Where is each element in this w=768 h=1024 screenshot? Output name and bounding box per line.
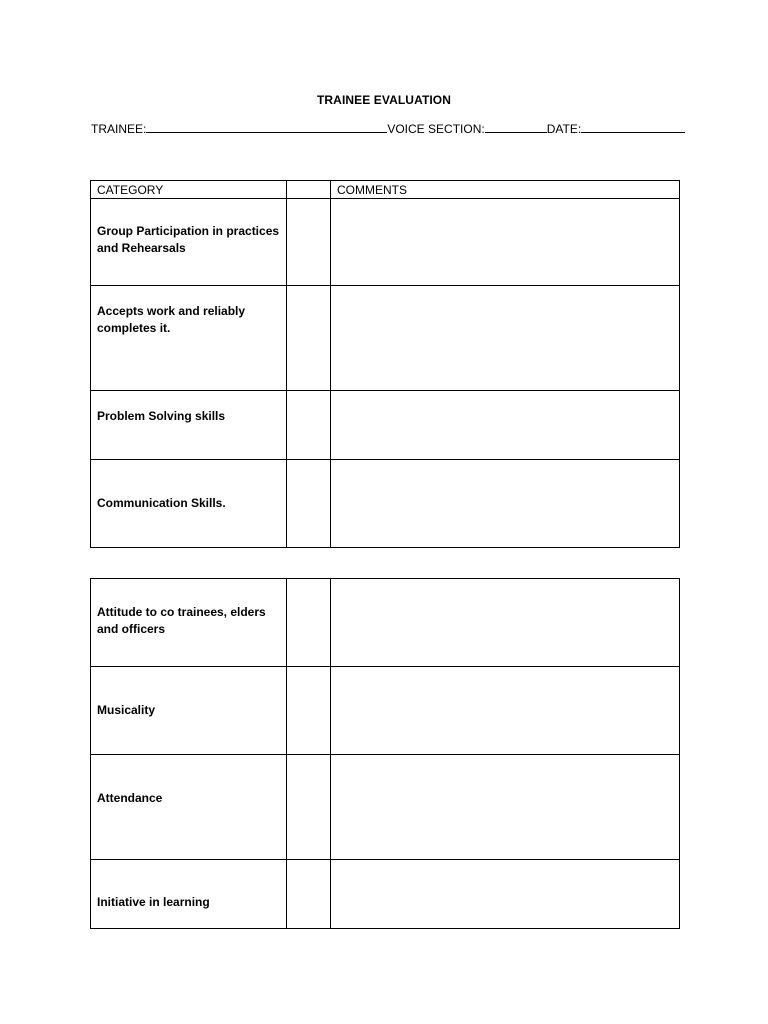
comments-cell[interactable] <box>331 860 680 929</box>
comments-header: COMMENTS <box>331 181 680 199</box>
comments-cell[interactable] <box>331 579 680 667</box>
table-row <box>91 286 680 391</box>
rating-cell[interactable] <box>287 860 331 929</box>
rating-cell[interactable] <box>287 199 331 286</box>
trainee-info-line <box>91 122 685 136</box>
category-cell: Attitude to co trainees, elders and officers <box>91 579 287 667</box>
voice-section-blank[interactable] <box>485 122 547 133</box>
category-header: CATEGORY <box>91 181 287 199</box>
table-row <box>91 460 680 548</box>
evaluation-table-one <box>90 180 680 548</box>
rating-cell[interactable] <box>287 579 331 667</box>
page-title: TRAINEE EVALUATION <box>316 93 452 107</box>
rating-cell[interactable] <box>287 755 331 860</box>
table-row <box>91 667 680 755</box>
comments-cell[interactable] <box>331 199 680 286</box>
voice-section-label: VOICE SECTION: <box>387 122 485 136</box>
rating-cell[interactable] <box>287 286 331 391</box>
table-row <box>91 199 680 286</box>
table-row <box>91 860 680 929</box>
category-cell: Attendance <box>91 755 287 860</box>
rating-header <box>287 181 331 199</box>
comments-cell[interactable] <box>331 391 680 460</box>
trainee-label: TRAINEE: <box>91 122 147 136</box>
rating-cell[interactable] <box>287 391 331 460</box>
comments-cell[interactable] <box>331 460 680 548</box>
evaluation-table-two <box>90 578 680 929</box>
comments-cell[interactable] <box>331 286 680 391</box>
category-cell: Musicality <box>91 667 287 755</box>
date-blank[interactable] <box>581 122 685 133</box>
category-cell: Group Participation in practices and Rehearsals <box>91 199 287 286</box>
category-cell: Initiative in learning <box>91 860 287 929</box>
comments-cell[interactable] <box>331 667 680 755</box>
rating-cell[interactable] <box>287 667 331 755</box>
trainee-blank[interactable] <box>146 122 387 133</box>
category-cell: Communication Skills. <box>91 460 287 548</box>
comments-cell[interactable] <box>331 755 680 860</box>
date-label: DATE: <box>546 122 582 136</box>
category-cell: Accepts work and reliably completes it. <box>91 286 287 391</box>
table-row <box>91 391 680 460</box>
table-row <box>91 755 680 860</box>
category-cell: Problem Solving skills <box>91 391 287 460</box>
rating-cell[interactable] <box>287 460 331 548</box>
table-header-row <box>91 181 680 199</box>
table-row <box>91 579 680 667</box>
